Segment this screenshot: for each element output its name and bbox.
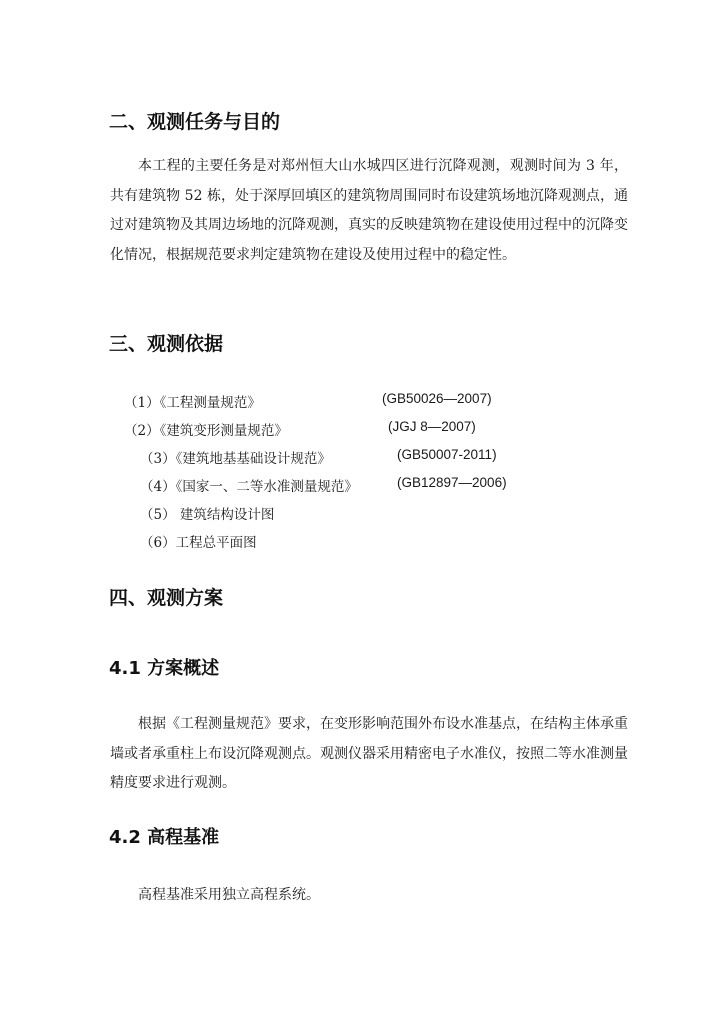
reference-item-label: （4）《国家一、二等水准测量规范》: [140, 479, 358, 495]
reference-item-code: (GB50026—2007): [382, 391, 492, 406]
reference-item-label: （5） 建筑结构设计图: [140, 507, 275, 523]
section-2-paragraph: 本工程的主要任务是对郑州恒大山水城四区进行沉降观测，观测时间为 3 年，共有建筑物 52 栋，处于深厚回填区的建筑物周围同时布设建筑场地沉降观测点，通过对建筑物及其周边场地的沉降观测，真实的反映建筑物在建设使用过程中的沉降变化情况，根据规范要求判定建筑物在建设及使用过程中的稳定性。: [110, 158, 628, 263]
reference-item-code: (GB50007-2011): [397, 447, 497, 462]
subsection-4-2-heading: 4.2 高程基准: [109, 827, 220, 848]
section-2-heading: 二、观测任务与目的: [109, 111, 281, 133]
subsection-4-2-paragraph: 高程基准采用独立高程系统。: [138, 887, 320, 903]
reference-item-label: （6）工程总平面图: [140, 535, 257, 551]
section-4-heading: 四、观测方案: [109, 587, 224, 609]
section-3-heading: 三、观测依据: [109, 333, 224, 355]
reference-item-code: (GB12897—2006): [397, 475, 507, 490]
reference-item-label: （1）《工程测量规范》: [124, 395, 261, 411]
reference-item-label: （2）《建筑变形测量规范》: [124, 423, 288, 439]
subsection-4-1-paragraph: 根据《工程测量规范》要求，在变形影响范围外布设水准基点，在结构主体承重墙或者承重柱上布设沉降观测点。观测仪器采用精密电子水准仪，按照二等水准测量精度要求进行观测。: [110, 716, 628, 791]
reference-item-label: （3）《建筑地基基础设计规范》: [140, 451, 331, 467]
subsection-4-1-heading: 4.1 方案概述: [109, 658, 220, 679]
reference-item-code: (JGJ 8—2007): [388, 419, 476, 434]
